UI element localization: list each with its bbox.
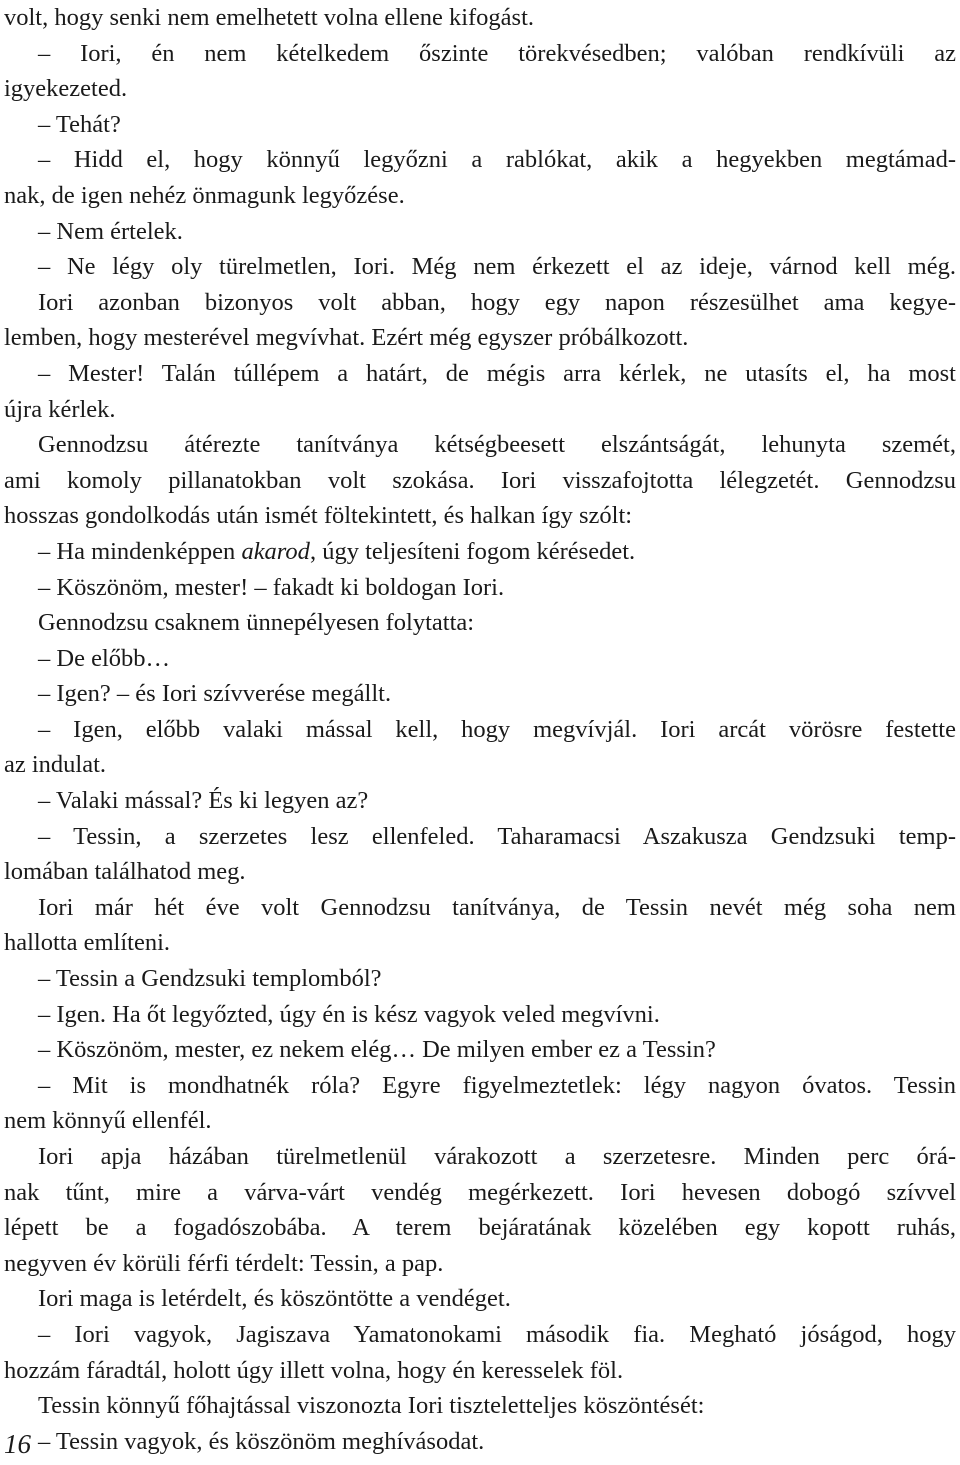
text-line bbox=[4, 819, 956, 855]
line-text: lépett be a fogadószobába. A terem bejáratának közelében egy kopott ruhás, bbox=[4, 1214, 956, 1242]
text-line bbox=[4, 1317, 956, 1353]
text-line bbox=[4, 107, 956, 143]
text-line bbox=[4, 71, 956, 107]
line-text: – De előbb… bbox=[38, 644, 170, 672]
text-line bbox=[4, 997, 956, 1033]
line-text: hosszas gondolkodás után ismét föltekintett, és halkan így szólt: bbox=[4, 502, 633, 530]
line-text: – Iori, én nem kételkedem őszinte törekvésedben; valóban rendkívüli az bbox=[38, 39, 956, 67]
text-line bbox=[4, 961, 956, 997]
line-text: – Nem értelek. bbox=[38, 217, 183, 245]
line-text: – Tehát? bbox=[38, 110, 121, 138]
line-text: Iori maga is letérdelt, és köszöntötte a vendéget. bbox=[38, 1285, 511, 1313]
line-text: – Tessin vagyok, és köszönöm meghívásodat. bbox=[38, 1427, 485, 1455]
text-line bbox=[4, 1175, 956, 1211]
line-text: volt, hogy senki nem emelhetett volna ellene kifogást. bbox=[4, 4, 535, 31]
text-line bbox=[4, 178, 956, 214]
line-text: lemben, hogy mesterével megvívhat. Ezért még egyszer próbálkozott. bbox=[4, 324, 689, 352]
line-text: nak, de igen nehéz önmagunk legyőzése. bbox=[4, 181, 405, 209]
text-line bbox=[4, 427, 956, 463]
italic-word: akarod bbox=[241, 537, 310, 565]
line-text: nak tűnt, mire a várva-várt vendég megérkezett. Iori hevesen dobogó szívvel bbox=[4, 1178, 956, 1206]
text-line bbox=[4, 285, 956, 321]
text-line bbox=[4, 605, 956, 641]
text-line bbox=[4, 320, 956, 356]
text-line bbox=[4, 249, 956, 285]
text-line bbox=[4, 1103, 956, 1139]
text-line bbox=[4, 356, 956, 392]
line-text: – Iori vagyok, Jagiszava Yamatonokami második fia. Megható jóságod, hogy bbox=[38, 1320, 956, 1348]
line-text: – Valaki mással? És ki legyen az? bbox=[38, 787, 369, 815]
line-text: Iori apja házában türelmetlenül várakozott a szerzetesre. Minden perc órá- bbox=[38, 1143, 956, 1170]
line-text: igyekezeted. bbox=[4, 75, 128, 103]
text-line bbox=[4, 463, 956, 499]
text-line bbox=[4, 1068, 956, 1104]
text-line bbox=[4, 854, 956, 890]
text-line bbox=[4, 1139, 956, 1175]
line-text: Iori már hét éve volt Gennodzsu tanítványa, de Tessin nevét még soha nem bbox=[38, 893, 956, 921]
text-line bbox=[4, 534, 956, 570]
text-line bbox=[4, 36, 956, 72]
text-line bbox=[4, 392, 956, 428]
text-line bbox=[4, 1210, 956, 1246]
text-line bbox=[4, 0, 956, 36]
text-line bbox=[4, 890, 956, 926]
line-text: – Köszönöm, mester, ez nekem elég… De milyen ember ez a Tessin? bbox=[38, 1036, 716, 1064]
line-text: , úgy teljesíteni fogom kérésedet. bbox=[309, 537, 636, 565]
line-text: hozzám fáradtál, holott úgy illett volna, hogy én keresselek föl. bbox=[4, 1356, 624, 1384]
line-text: – Hidd el, hogy könnyű legyőzni a rablókat, akik a hegyekben megtámad- bbox=[38, 146, 956, 174]
text-line bbox=[4, 214, 956, 250]
line-text: újra kérlek. bbox=[4, 395, 116, 423]
line-text: Tessin könnyű főhajtással viszonozta Iori tiszteletteljes köszöntését: bbox=[38, 1392, 705, 1420]
text-line bbox=[4, 712, 956, 748]
line-text: – Mester! Talán túllépem a határt, de mégis arra kérlek, ne utasíts el, ha most bbox=[38, 359, 956, 387]
text-line bbox=[4, 1424, 956, 1460]
text-line bbox=[4, 925, 956, 961]
line-text: Gennodzsu csaknem ünnepélyesen folytatta: bbox=[38, 609, 475, 637]
text-line bbox=[4, 783, 956, 819]
page-number: 16 bbox=[4, 1429, 31, 1459]
line-text: az indulat. bbox=[4, 751, 107, 779]
line-text: hallotta említeni. bbox=[4, 929, 171, 957]
line-text: – Ha mindenképpen bbox=[38, 537, 242, 565]
text-line bbox=[4, 1032, 956, 1068]
line-text: – Tessin a Gendzsuki templomból? bbox=[38, 965, 382, 993]
text-line bbox=[4, 747, 956, 783]
text-line bbox=[4, 142, 956, 178]
line-text: lomában találhatod meg. bbox=[4, 858, 246, 886]
line-text: Iori azonban bizonyos volt abban, hogy egy napon részesülhet ama kegye- bbox=[38, 288, 956, 316]
line-text: ami komoly pillanatokban volt szokása. Iori visszafojtotta lélegzetét. Gennodzsu bbox=[4, 466, 956, 494]
line-text: – Mit is mondhatnék róla? Egyre figyelmeztetlek: légy nagyon óvatos. Tessin bbox=[38, 1071, 956, 1099]
text-line bbox=[4, 676, 956, 712]
line-text: negyven év körüli férfi térdelt: Tessin, a pap. bbox=[4, 1249, 444, 1277]
line-text: Gennodzsu átérezte tanítványa kétségbeesett elszántságát, lehunyta szemét, bbox=[38, 431, 956, 459]
line-text: – Igen? – és Iori szívverése megállt. bbox=[38, 680, 392, 708]
text-line bbox=[4, 641, 956, 677]
book-page-text bbox=[4, 0, 956, 1459]
line-text: nem könnyű ellenfél. bbox=[4, 1107, 212, 1135]
text-line bbox=[4, 498, 956, 534]
text-line bbox=[4, 570, 956, 606]
line-text: – Ne légy oly türelmetlen, Iori. Még nem érkezett el az ideje, várnod kell még. bbox=[38, 253, 956, 281]
text-line bbox=[4, 1281, 956, 1317]
line-text: – Tessin, a szerzetes lesz ellenfeled. Taharamacsi Aszakusza Gendzsuki temp- bbox=[38, 822, 956, 850]
text-line bbox=[4, 1388, 956, 1424]
line-text: – Igen. Ha őt legyőzted, úgy én is kész vagyok veled megvívni. bbox=[38, 1000, 660, 1028]
line-text: – Igen, előbb valaki mással kell, hogy megvívjál. Iori arcát vörösre festette bbox=[38, 715, 956, 743]
line-text: – Köszönöm, mester! – fakadt ki boldogan Iori. bbox=[38, 573, 505, 601]
text-line bbox=[4, 1246, 956, 1282]
text-line bbox=[4, 1353, 956, 1389]
